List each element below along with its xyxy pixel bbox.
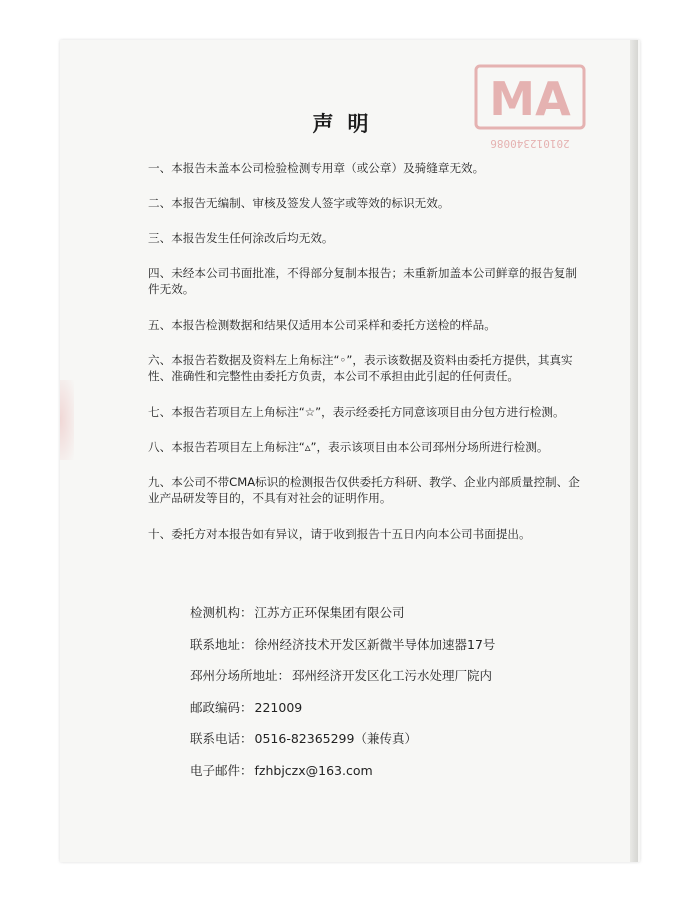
contact-label: 电子邮件：	[190, 762, 253, 778]
contact-label: 联系地址：	[190, 636, 253, 652]
contact-label: 邳州分场所地址：	[190, 668, 291, 683]
declaration-item-10: 十、委托方对本报告如有异议，请于收到报告十五日内向本公司书面提出。	[148, 527, 531, 541]
declaration-item-9: 九、本公司不带CMA标识的检测报告仅供委托方科研、教学、企业内部质量控制、企业产品研发等目的，不具有对社会的证明作用。	[148, 475, 580, 505]
contact-row-phone	[190, 729, 570, 761]
declaration-item-5: 五、本报告检测数据和结果仅适用本公司采样和委托方送检的样品。	[148, 318, 496, 332]
contact-value: 221009	[254, 699, 303, 715]
declaration-item-1: 一、本报告未盖本公司检验检测专用章（或公章）及骑缝章无效。	[148, 161, 485, 175]
declaration-item-7: 七、本报告若项目左上角标注“☆”，表示经委托方同意该项目由分包方进行检测。	[148, 405, 565, 419]
declaration-list	[148, 160, 588, 561]
declaration-item-2: 二、本报告无编制、审核及签发人签字或等效的标识无效。	[148, 196, 450, 210]
contact-row-institution	[190, 603, 570, 635]
declaration-item-6: 六、本报告若数据及资料左上角标注“◦”，表示该数据及资料由委托方提供，其真实性、准确性和完整性由委托方负责，本公司不承担由此引起的任何责任。	[148, 353, 573, 383]
contact-row-email	[190, 761, 570, 793]
contact-row-branch-address	[190, 666, 570, 698]
stamp-number: 201012340086	[490, 137, 570, 150]
contact-value: fzhbjczx@163.com	[254, 762, 373, 778]
contact-label: 联系电话：	[190, 731, 253, 746]
page-edge	[630, 40, 638, 862]
stamp-letters: MA	[489, 72, 571, 126]
contact-value: 徐州经济技术开发区新微半导体加速器17号	[254, 636, 496, 652]
contact-label: 邮政编码：	[190, 699, 253, 715]
contact-row-postcode	[190, 698, 570, 730]
contact-value: 江苏方正环保集团有限公司	[254, 605, 405, 620]
declaration-item-8: 八、本报告若项目左上角标注“▵”，表示该项目由本公司邳州分场所进行检测。	[148, 440, 549, 454]
page-title: 声明	[312, 112, 383, 136]
contact-value: 邳州经济开发区化工污水处理厂院内	[292, 668, 493, 683]
seam-stamp-trace	[60, 380, 74, 460]
contact-value: 0516-82365299（兼传真）	[254, 731, 417, 746]
contact-info	[190, 603, 570, 792]
contact-label: 检测机构：	[190, 605, 253, 620]
contact-row-address	[190, 635, 570, 667]
declaration-item-4: 四、未经本公司书面批准，不得部分复制本报告；未重新加盖本公司鲜章的报告复制件无效。	[148, 266, 577, 296]
declaration-item-3: 三、本报告发生任何涂改后均无效。	[148, 231, 334, 245]
